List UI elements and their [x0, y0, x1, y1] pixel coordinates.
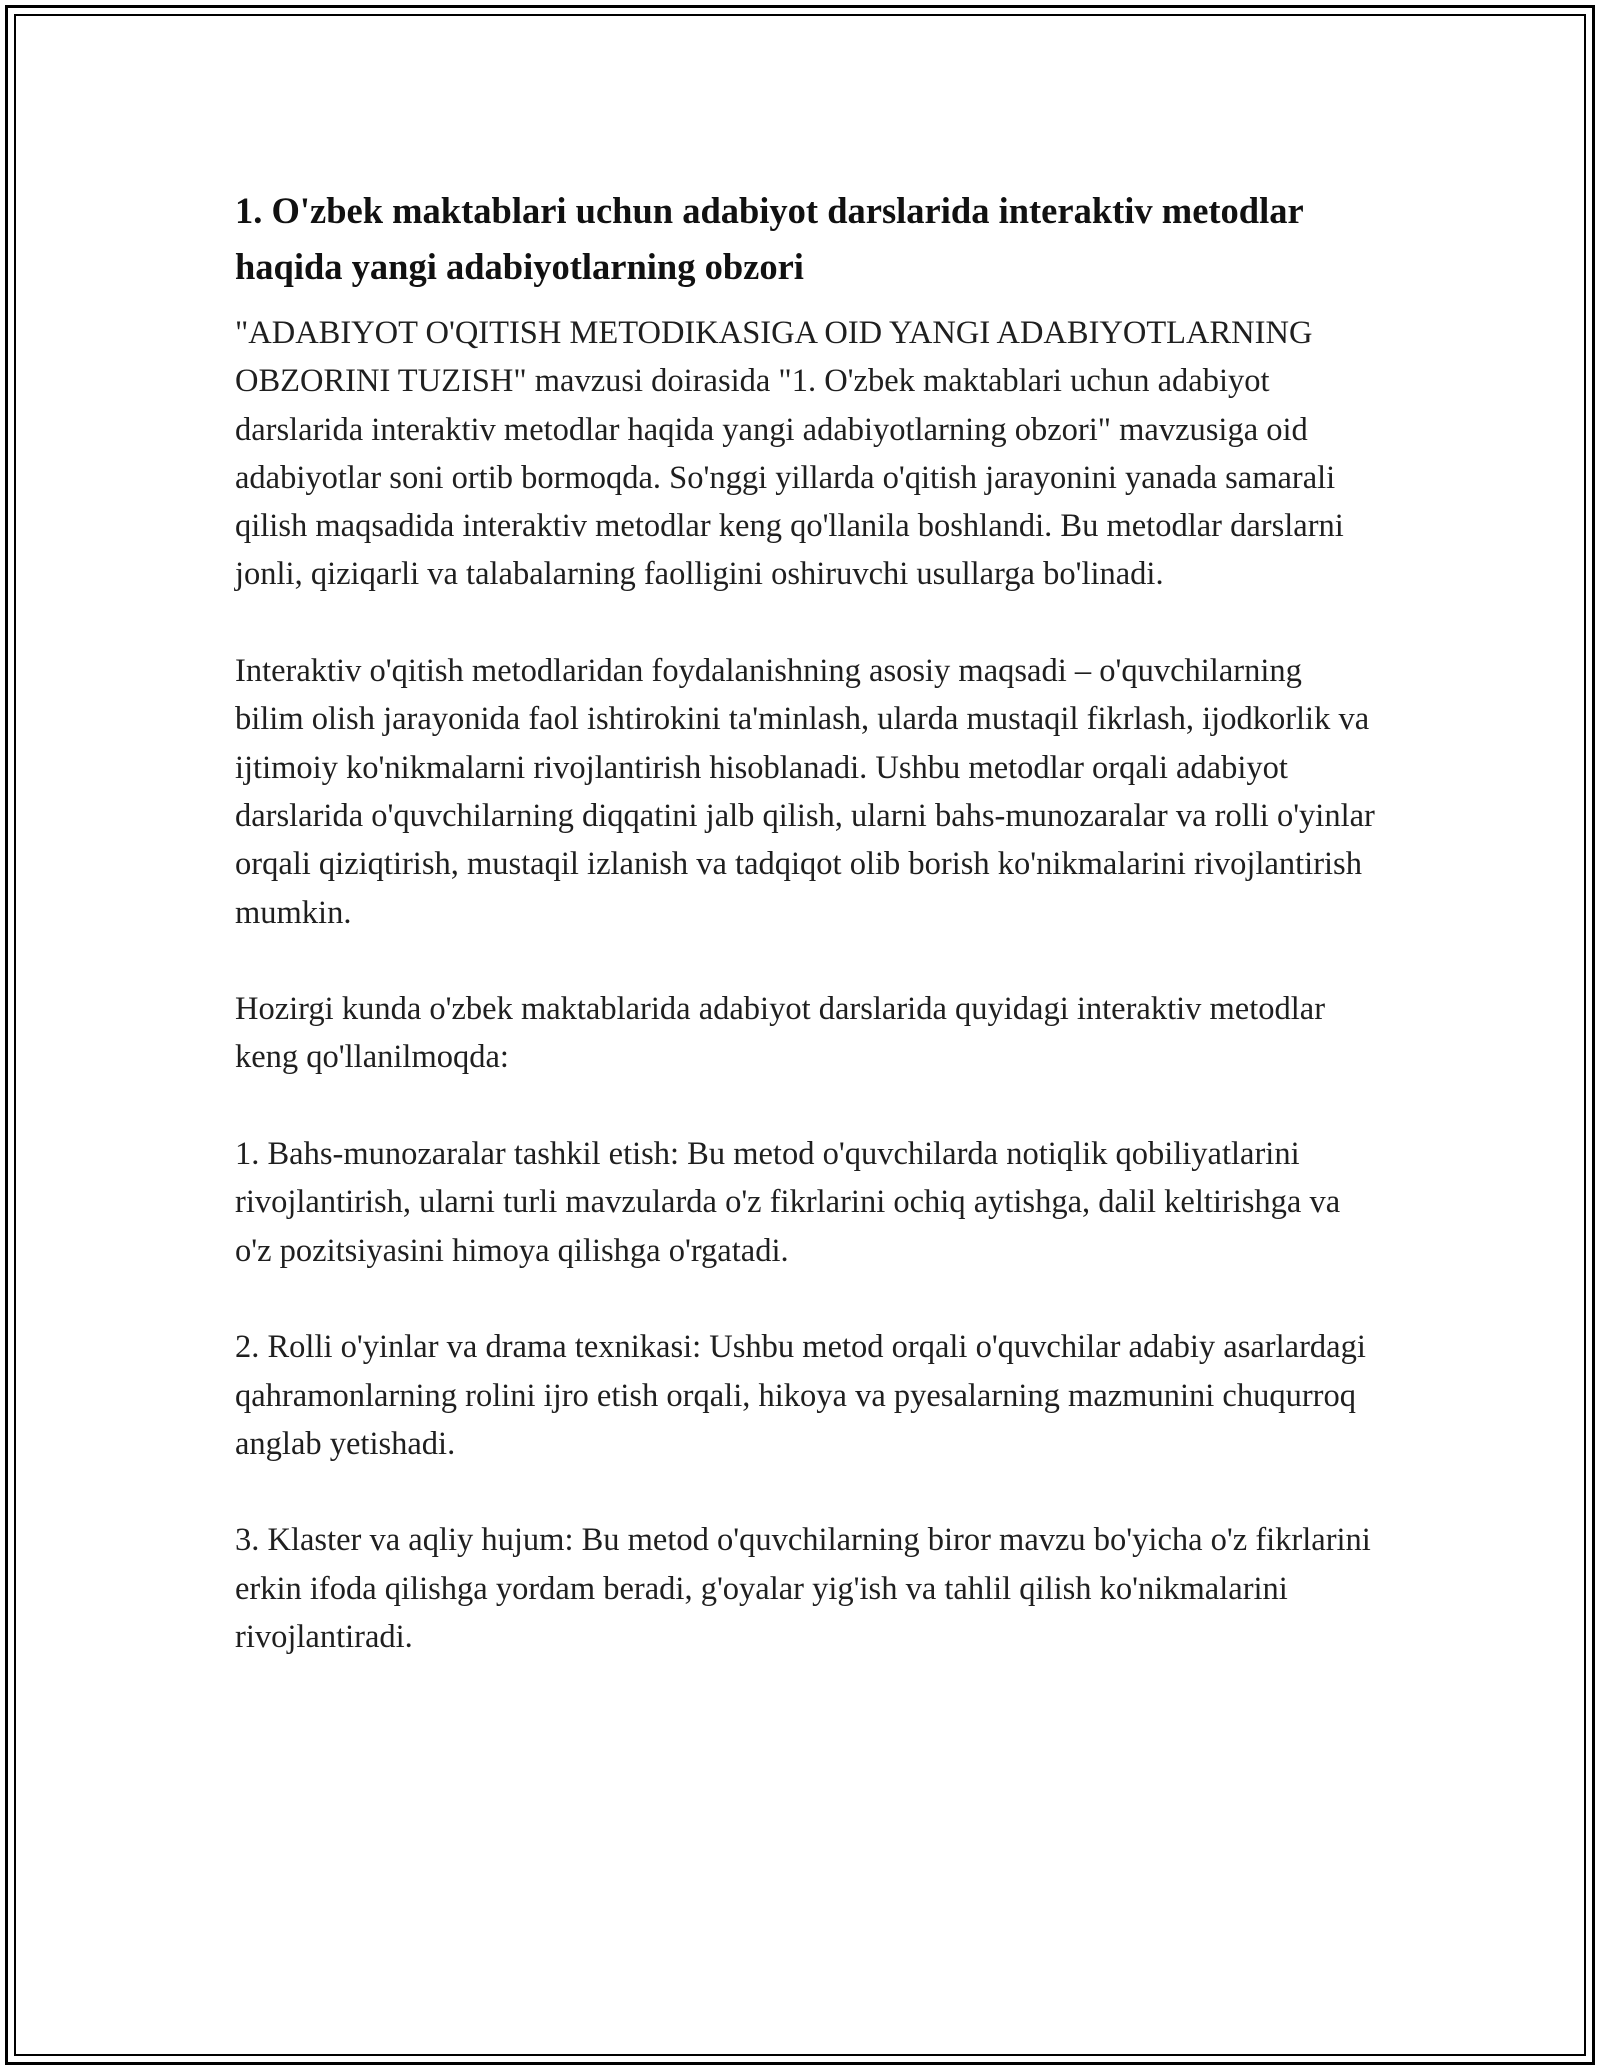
paragraph-purpose: Interaktiv o'qitish metodlaridan foydalanishning asosiy maqsadi – o'quvchilarning bilim olish jarayonida faol ishtirokini ta'minlash, ularda mustaqil fikrlash, ijodkorlik va ijtimoiy ko'nikmalarni rivojlantirish hisoblanadi. Ushbu metodlar orqali adabiyot darslarida o'quvchilarning diqqatini jalb qilish, ularni bahs-munozaralar va rolli o'yinlar orqali qiziqtirish, mustaqil izlanish va tadqiqot olib borish ko'nikmalarini rivojlantirish mumkin. [235, 653, 1375, 931]
paragraph-intro: "ADABIYOT O'QITISH METODIKASIGA OID YANGI ADABIYOTLARNING OBZORINI TUZISH" mavzusi doirasida "1. O'zbek maktablari uchun adabiyot darslarida interaktiv metodlar haqida yangi adabiyotlarning obzori" mavzusiga oid adabiyotlar soni ortib bormoqda. So'nggi yillarda o'qitish jarayonini yanada samarali qilish maqsadida interaktiv metodlar keng qo'llanila boshlandi. Bu metodlar darslarni jonli, qiziqarli va talabalarning faolligini oshiruvchi usullarga bo'linadi. [235, 315, 1344, 593]
list-item-cluster: 3. Klaster va aqliy hujum: Bu metod o'quvchilarning biror mavzu bo'yicha o'z fikrlarini erkin ifoda qilishga yordam beradi, g'oyalar yig'ish va tahlil qilish ko'nikmalarini rivojlantiradi. [235, 1522, 1371, 1656]
document-body [235, 183, 1375, 1710]
section-heading: 1. O'zbek maktablari uchun adabiyot darslarida interaktiv metodlar haqida yangi adabiyotlarning obzori [235, 190, 1304, 287]
list-item-role-play: 2. Rolli o'yinlar va drama texnikasi: Ushbu metod orqali o'quvchilar adabiy asarlardagi qahramonlarning rolini ijro etish orqali, hikoya va pyesalarning mazmunini chuqurroq anglab yetishadi. [235, 1329, 1366, 1462]
list-item-debates: 1. Bahs-munozaralar tashkil etish: Bu metod o'quvchilarda notiqlik qobiliyatlarini rivojlantirish, ularni turli mavzularda o'z fikrlarini ochiq aytishga, dalil keltirishga va o'z pozitsiyasini himoya qilishga o'rgatadi. [235, 1136, 1341, 1269]
paragraph-methods-intro: Hozirgi kunda o'zbek maktablarida adabiyot darslarida quyidagi interaktiv metodlar keng qo'llanilmoqda: [235, 991, 1326, 1076]
